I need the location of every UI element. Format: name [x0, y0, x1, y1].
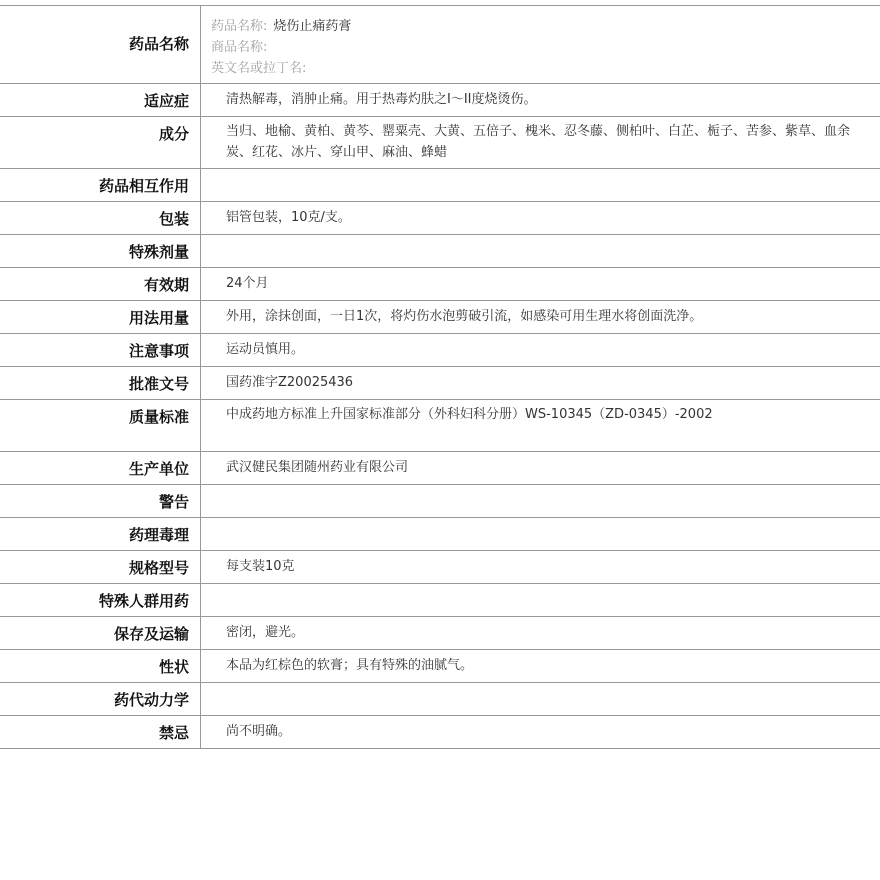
- indications-value-cell: [201, 84, 880, 117]
- special-dosage-row: [0, 235, 880, 268]
- row-label: 批准文号: [128, 375, 189, 393]
- pharmacokinetics-value-cell: [201, 683, 880, 716]
- specification-value-cell: [201, 551, 880, 584]
- manufacturer-value-cell: [201, 452, 880, 485]
- generic-name-key: 药品名称:: [211, 19, 268, 34]
- row-label: 性状: [158, 658, 189, 676]
- quality-standard-label-cell: [0, 400, 201, 452]
- appearance-row: [0, 650, 880, 683]
- row-value: 运动员慎用。: [226, 342, 305, 357]
- special-population-value-cell: [201, 584, 880, 617]
- row-value: 铝管包装，10克/支。: [226, 210, 351, 225]
- interactions-label-cell: [0, 169, 201, 202]
- row-value: 清热解毒，消肿止痛。用于热毒灼肤之I～II度烧烫伤。: [226, 92, 537, 107]
- ingredients-value-cell: [201, 117, 880, 169]
- row-label: 规格型号: [128, 559, 189, 577]
- specification-label-cell: [0, 551, 201, 584]
- row-value: 每支装10克: [226, 559, 295, 574]
- generic-name-line: [211, 16, 880, 37]
- row-label: 有效期: [143, 276, 189, 294]
- usage-label-cell: [0, 301, 201, 334]
- contraindications-label-cell: [0, 716, 201, 749]
- package-value-cell: [201, 202, 880, 235]
- row-value: [201, 235, 880, 240]
- row-label: 用法用量: [128, 309, 189, 327]
- interactions-row: [0, 169, 880, 202]
- approval-number-row: [0, 367, 880, 400]
- drug-info-table: [0, 5, 880, 749]
- row-label: 药代动力学: [113, 691, 189, 709]
- row-value: 当归、地榆、黄柏、黄芩、罂粟壳、大黄、五倍子、槐米、忍冬藤、侧柏叶、白芷、栀子、苦参、紫草、血余炭、红花、冰片、穿山甲、麻油、蜂蜡: [226, 124, 851, 160]
- approval-number-value-cell: [201, 367, 880, 400]
- package-label-cell: [0, 202, 201, 235]
- row-label: 药理毒理: [128, 526, 189, 544]
- contraindications-value-cell: [201, 716, 880, 749]
- drug-name-value-cell: [201, 6, 880, 84]
- ingredients-label-cell: [0, 117, 201, 169]
- trade-name-key: 商品名称:: [211, 40, 268, 55]
- row-value: 武汉健民集团随州药业有限公司: [226, 460, 409, 475]
- row-value: [201, 485, 880, 490]
- row-label: 适应症: [143, 92, 189, 110]
- contraindications-row: [0, 716, 880, 749]
- shelf-life-value-cell: [201, 268, 880, 301]
- row-value: 本品为红棕色的软膏；具有特殊的油腻气。: [226, 658, 474, 673]
- special-dosage-value-cell: [201, 235, 880, 268]
- drug-name-label-cell: [0, 6, 201, 84]
- row-label: 禁忌: [158, 724, 189, 742]
- row-label: 特殊剂量: [128, 243, 189, 261]
- pharmacology-row: [0, 518, 880, 551]
- row-label: 药品相互作用: [98, 177, 189, 195]
- row-value: [201, 169, 880, 174]
- manufacturer-row: [0, 452, 880, 485]
- pharmacology-value-cell: [201, 518, 880, 551]
- drug-name-row: [0, 6, 880, 84]
- row-value: [201, 683, 880, 688]
- package-row: [0, 202, 880, 235]
- row-label: 注意事项: [128, 342, 189, 360]
- storage-value-cell: [201, 617, 880, 650]
- manufacturer-label-cell: [0, 452, 201, 485]
- quality-standard-row: [0, 400, 880, 452]
- approval-number-label-cell: [0, 367, 201, 400]
- row-value: 国药准字Z20025436: [226, 375, 354, 390]
- storage-label-cell: [0, 617, 201, 650]
- usage-row: [0, 301, 880, 334]
- row-label: 保存及运输: [113, 625, 189, 643]
- precautions-value-cell: [201, 334, 880, 367]
- indications-row: [0, 84, 880, 117]
- quality-standard-value-cell: [201, 400, 880, 452]
- warning-value-cell: [201, 485, 880, 518]
- warning-row: [0, 485, 880, 518]
- row-value: [201, 518, 880, 523]
- pharmacokinetics-label-cell: [0, 683, 201, 716]
- row-value: 中成药地方标准上升国家标准部分（外科妇科分册）WS-10345（ZD-0345）-2002: [226, 407, 713, 422]
- pharmacokinetics-row: [0, 683, 880, 716]
- usage-value-cell: [201, 301, 880, 334]
- appearance-value-cell: [201, 650, 880, 683]
- row-value: [201, 584, 880, 589]
- interactions-value-cell: [201, 169, 880, 202]
- english-name-key: 英文名或拉丁名:: [211, 61, 307, 76]
- row-value: 外用，涂抹创面，一日1次，将灼伤水泡剪破引流，如感染可用生理水将创面洗净。: [226, 309, 703, 324]
- trade-name-line: [211, 37, 880, 58]
- pharmacology-label-cell: [0, 518, 201, 551]
- row-label: 生产单位: [128, 460, 189, 478]
- special-dosage-label-cell: [0, 235, 201, 268]
- special-population-row: [0, 584, 880, 617]
- row-value: 尚不明确。: [226, 724, 292, 739]
- row-label: 质量标准: [128, 408, 189, 426]
- row-label: 包装: [158, 210, 189, 228]
- precautions-label-cell: [0, 334, 201, 367]
- row-label: 成分: [158, 125, 189, 143]
- appearance-label-cell: [0, 650, 201, 683]
- generic-name-value: 烧伤止痛药膏: [273, 19, 352, 34]
- special-population-label-cell: [0, 584, 201, 617]
- row-label: 特殊人群用药: [98, 592, 189, 610]
- specification-row: [0, 551, 880, 584]
- storage-row: [0, 617, 880, 650]
- shelf-life-label-cell: [0, 268, 201, 301]
- row-label: 药品名称: [128, 35, 189, 53]
- ingredients-row: [0, 117, 880, 169]
- warning-label-cell: [0, 485, 201, 518]
- precautions-row: [0, 334, 880, 367]
- english-name-line: [211, 58, 880, 79]
- row-label: 警告: [158, 493, 189, 511]
- indications-label-cell: [0, 84, 201, 117]
- row-value: 密闭，避光。: [226, 625, 305, 640]
- shelf-life-row: [0, 268, 880, 301]
- row-value: 24个月: [226, 276, 269, 291]
